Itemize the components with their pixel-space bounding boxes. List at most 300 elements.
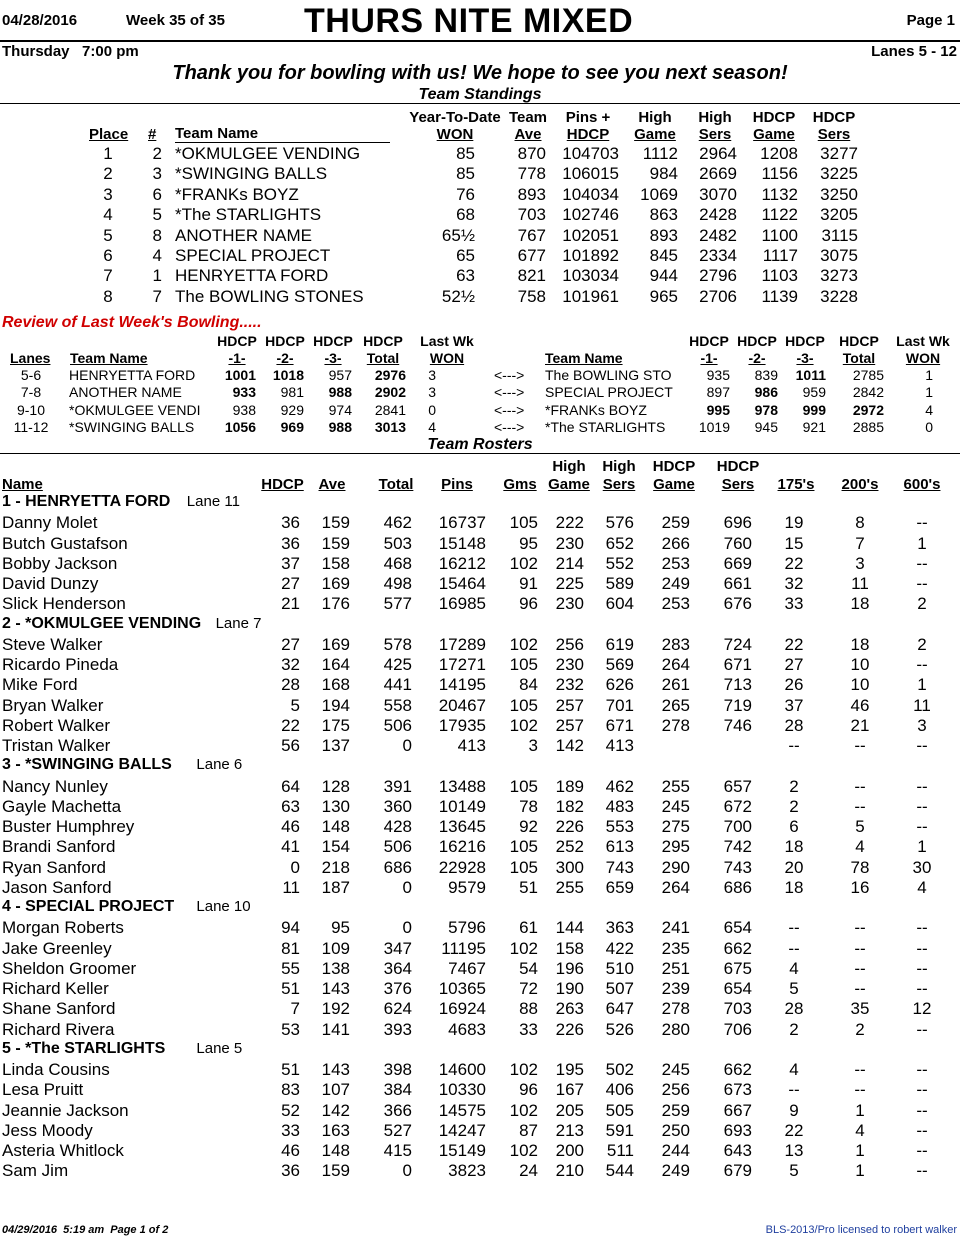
roster-col-gms: Gms bbox=[503, 476, 537, 493]
player-stat: 250 bbox=[661, 1120, 690, 1140]
col-high-game-line2: Game bbox=[634, 126, 676, 143]
player-stat: 647 bbox=[605, 999, 634, 1019]
player-stat: 14600 bbox=[438, 1060, 486, 1079]
review-col-hdcp-total bbox=[358, 333, 408, 367]
standings-cell-ave: 767 bbox=[517, 225, 546, 245]
player-stat: -- bbox=[788, 938, 800, 958]
standings-cell-pins: 103034 bbox=[562, 266, 619, 286]
player-stat: 51 bbox=[281, 1060, 300, 1079]
player-stat: 363 bbox=[605, 918, 634, 938]
player-stat: 391 bbox=[383, 776, 412, 796]
standings-cell-place: 5 bbox=[103, 225, 113, 245]
review-won-b: 1 bbox=[925, 384, 933, 401]
standings-cell-num: 1 bbox=[152, 266, 162, 286]
player-stat: 544 bbox=[605, 1161, 634, 1181]
player-stat: 413 bbox=[457, 736, 486, 755]
player-name: Brandi Sanford bbox=[2, 837, 116, 857]
player-stat: 159 bbox=[321, 533, 350, 553]
review-score-a: 933 bbox=[232, 384, 256, 401]
player-stat: 141 bbox=[321, 1019, 350, 1039]
lanes-range: Lanes 5 - 12 bbox=[871, 43, 957, 60]
player-stat: 249 bbox=[661, 1161, 690, 1181]
roster-team-lane: Lane 11 bbox=[186, 493, 240, 510]
player-stat: 107 bbox=[321, 1080, 350, 1100]
review-score-a: 974 bbox=[328, 401, 352, 418]
player-stat: 11 bbox=[282, 877, 300, 897]
player-name: Tristan Walker bbox=[2, 736, 111, 755]
review-score-b: 995 bbox=[706, 401, 730, 418]
player-stat: 657 bbox=[723, 776, 752, 796]
player-stat: 14195 bbox=[438, 675, 486, 695]
player-stat: 719 bbox=[723, 695, 752, 715]
player-stat: 18 bbox=[784, 877, 804, 897]
player-stat: -- bbox=[916, 776, 928, 796]
standings-cell-num: 3 bbox=[152, 164, 162, 184]
rosters-title: Team Rosters bbox=[427, 436, 533, 453]
player-stat: 92 bbox=[519, 817, 538, 836]
player-name: Lesa Pruitt bbox=[2, 1080, 84, 1100]
review-col-hdcp-label: HDCP bbox=[737, 333, 777, 349]
col-pins-hdcp-line1: Pins + bbox=[565, 109, 611, 126]
review-score-a: 938 bbox=[232, 401, 256, 418]
player-stat: 61 bbox=[519, 918, 538, 938]
player-stat: 143 bbox=[321, 979, 350, 998]
player-stat: 9579 bbox=[448, 877, 486, 897]
standings-row bbox=[0, 226, 960, 246]
review-col-lastwk bbox=[414, 333, 480, 367]
roster-player-row bbox=[0, 817, 960, 837]
player-stat: 261 bbox=[661, 675, 690, 695]
player-stat: 20 bbox=[784, 857, 804, 877]
standings-cell-won: 65 bbox=[456, 246, 475, 265]
player-stat: 742 bbox=[723, 837, 752, 857]
player-stat: 230 bbox=[555, 594, 584, 614]
player-stat: 143 bbox=[321, 1060, 350, 1079]
review-score-b: 2785 bbox=[852, 367, 884, 383]
roster-col-line2: Sers bbox=[602, 476, 636, 493]
review-team-a: HENRYETTA FORD bbox=[69, 367, 196, 383]
review-vs-arrow: <---> bbox=[494, 418, 525, 435]
player-stat: 168 bbox=[321, 675, 350, 695]
roster-player-row bbox=[0, 534, 960, 554]
player-stat: 696 bbox=[723, 513, 752, 533]
player-stat: 1 bbox=[855, 1100, 865, 1120]
player-stat: 1 bbox=[855, 1161, 865, 1181]
standings-row bbox=[0, 287, 960, 307]
roster-team-lane: Lane 6 bbox=[196, 756, 243, 774]
player-stat: 213 bbox=[555, 1120, 584, 1140]
player-stat: 6 bbox=[789, 817, 799, 836]
roster-team-title: 3 - *SWINGING BALLS bbox=[2, 756, 172, 774]
player-stat: 686 bbox=[383, 857, 412, 877]
player-stat: 264 bbox=[661, 877, 690, 897]
player-stat: 384 bbox=[383, 1080, 412, 1100]
player-stat: 36 bbox=[281, 513, 300, 533]
player-stat: 0 bbox=[402, 736, 412, 755]
review-team-a: *OKMULGEE VENDI bbox=[69, 401, 201, 418]
player-stat: 16 bbox=[850, 877, 870, 897]
player-stat: 5 bbox=[789, 1161, 799, 1181]
roster-team-lane: Lane 7 bbox=[215, 614, 262, 632]
player-stat: 24 bbox=[519, 1161, 538, 1181]
roster-player-row bbox=[0, 635, 960, 655]
player-name: David Dunzy bbox=[2, 574, 99, 593]
player-name: Linda Cousins bbox=[2, 1060, 110, 1079]
review-won-a: 0 bbox=[428, 401, 436, 418]
report-date: 04/28/2016 bbox=[2, 12, 78, 29]
player-stat: 22 bbox=[281, 715, 300, 735]
standings-cell-won: 65½ bbox=[441, 225, 475, 245]
player-stat: 1 bbox=[855, 1141, 865, 1160]
review-col-hdcp-label: HDCP bbox=[265, 333, 305, 349]
player-stat: 5 bbox=[789, 979, 799, 998]
player-stat: 511 bbox=[606, 1141, 634, 1160]
player-name: Sam Jim bbox=[2, 1161, 69, 1181]
player-stat: 190 bbox=[555, 979, 584, 998]
player-stat: 102 bbox=[509, 715, 538, 735]
player-name: Robert Walker bbox=[2, 715, 111, 735]
player-stat: 52 bbox=[281, 1100, 300, 1120]
player-stat: 18 bbox=[850, 634, 870, 654]
review-score-a: 1001 bbox=[224, 367, 256, 383]
col-pins-hdcp bbox=[558, 109, 618, 143]
player-stat: 295 bbox=[661, 837, 690, 857]
review-score-b: 935 bbox=[706, 367, 730, 383]
player-name: Jake Greenley bbox=[2, 938, 112, 958]
player-stat: 12 bbox=[912, 999, 932, 1019]
player-stat: 130 bbox=[321, 796, 350, 816]
player-stat: -- bbox=[854, 1060, 866, 1079]
player-stat: -- bbox=[916, 958, 928, 978]
player-stat: 244 bbox=[661, 1141, 690, 1160]
player-name: Bobby Jackson bbox=[2, 553, 118, 573]
player-stat: 63 bbox=[281, 796, 300, 816]
player-stat: 413 bbox=[605, 736, 634, 755]
player-stat: 462 bbox=[605, 776, 634, 796]
player-stat: 182 bbox=[555, 796, 584, 816]
player-stat: 102 bbox=[509, 938, 538, 958]
standings-cell-hg: 1069 bbox=[640, 184, 678, 204]
player-stat: 686 bbox=[723, 877, 752, 897]
review-score-a: 1056 bbox=[224, 418, 256, 435]
standings-cell-name: SPECIAL PROJECT bbox=[175, 246, 331, 265]
standings-cell-hds: 3273 bbox=[820, 266, 858, 286]
standings-cell-hs: 2482 bbox=[699, 225, 737, 245]
standings-cell-ave: 821 bbox=[517, 266, 546, 286]
review-score-a: 981 bbox=[280, 384, 304, 401]
player-stat: 15148 bbox=[438, 533, 486, 553]
player-stat: 20467 bbox=[438, 695, 486, 715]
player-stat: 144 bbox=[555, 918, 584, 938]
standings-cell-name: *SWINGING BALLS bbox=[175, 164, 328, 184]
standings-row bbox=[0, 205, 960, 225]
player-stat: 19 bbox=[784, 513, 804, 533]
player-stat: -- bbox=[916, 1141, 928, 1160]
player-stat: 210 bbox=[555, 1161, 584, 1181]
player-stat: 10 bbox=[850, 675, 870, 695]
roster-player-row bbox=[0, 1161, 960, 1181]
player-stat: 128 bbox=[321, 776, 350, 796]
standings-cell-hdg: 1122 bbox=[761, 205, 798, 225]
roster-player-row bbox=[0, 858, 960, 878]
standings-cell-won: 76 bbox=[456, 184, 475, 204]
col-hdcp-sers-line1: HDCP bbox=[812, 109, 856, 126]
roster-team-lane: Lane 5 bbox=[196, 1039, 243, 1057]
col-hdcp-game-line1: HDCP bbox=[752, 109, 796, 126]
player-stat: 230 bbox=[555, 533, 584, 553]
player-stat: 51 bbox=[281, 979, 300, 998]
player-stat: -- bbox=[788, 918, 800, 938]
player-stat: 28 bbox=[784, 999, 804, 1019]
player-stat: 37 bbox=[281, 553, 300, 573]
player-stat: -- bbox=[916, 979, 928, 998]
player-name: Nancy Nunley bbox=[2, 776, 108, 796]
player-stat: -- bbox=[854, 736, 866, 755]
player-stat: 17271 bbox=[438, 655, 486, 674]
player-stat: 105 bbox=[509, 513, 538, 533]
player-stat: 283 bbox=[661, 634, 690, 654]
player-stat: 88 bbox=[519, 999, 538, 1019]
player-stat: 591 bbox=[605, 1120, 634, 1140]
player-stat: 18 bbox=[850, 594, 870, 614]
roster-col-name: Name bbox=[2, 476, 43, 493]
player-stat: 158 bbox=[321, 553, 350, 573]
player-stat: 46 bbox=[850, 695, 870, 715]
player-stat: -- bbox=[916, 1060, 928, 1079]
roster-player-row bbox=[0, 513, 960, 533]
player-stat: 662 bbox=[723, 938, 752, 958]
col-team-ave bbox=[506, 109, 550, 143]
player-stat: 225 bbox=[555, 574, 584, 593]
player-stat: 746 bbox=[723, 715, 752, 735]
player-stat: 2 bbox=[789, 776, 799, 796]
roster-player-row bbox=[0, 837, 960, 857]
player-stat: 239 bbox=[661, 979, 690, 998]
player-stat: 713 bbox=[723, 675, 752, 695]
standings-cell-hg: 984 bbox=[649, 164, 678, 184]
review-team-a: ANOTHER NAME bbox=[69, 384, 182, 401]
player-stat: 743 bbox=[605, 857, 634, 877]
player-stat: 16216 bbox=[438, 837, 486, 857]
season-message: Thank you for bowling with us! We hope to see you next season! bbox=[172, 62, 788, 84]
player-stat: 0 bbox=[402, 1161, 412, 1181]
roster-player-row bbox=[0, 979, 960, 999]
player-stat: 252 bbox=[555, 837, 584, 857]
roster-col-high_game bbox=[546, 458, 592, 494]
player-stat: 527 bbox=[383, 1120, 412, 1140]
roster-player-row bbox=[0, 777, 960, 797]
review-team-a: *SWINGING BALLS bbox=[69, 418, 195, 435]
player-stat: -- bbox=[916, 553, 928, 573]
player-stat: 1 bbox=[917, 675, 927, 695]
player-stat: 503 bbox=[383, 533, 412, 553]
player-stat: 9 bbox=[789, 1100, 799, 1120]
player-stat: 693 bbox=[723, 1120, 752, 1140]
review-vs-arrow: <---> bbox=[494, 401, 525, 418]
player-stat: 27 bbox=[784, 655, 804, 674]
player-stat: 676 bbox=[723, 594, 752, 614]
player-stat: 462 bbox=[383, 513, 412, 533]
standings-row bbox=[0, 246, 960, 266]
standings-cell-hg: 845 bbox=[649, 246, 678, 265]
roster-col-c175: 175's bbox=[777, 476, 815, 493]
col-num: # bbox=[148, 126, 157, 143]
col-hdcp-sers-line2: Sers bbox=[817, 126, 851, 143]
standings-cell-name: *OKMULGEE VENDING bbox=[175, 144, 361, 163]
player-stat: 245 bbox=[661, 796, 690, 816]
col-team-ave-line1: Team bbox=[508, 109, 548, 126]
review-score-a: 1018 bbox=[272, 367, 304, 383]
standings-cell-hs: 3070 bbox=[699, 184, 737, 204]
rosters-rule bbox=[0, 453, 960, 454]
player-stat: 105 bbox=[509, 695, 538, 715]
player-stat: 425 bbox=[383, 655, 412, 674]
standings-cell-place: 4 bbox=[103, 205, 113, 225]
review-col-lastwk-2 bbox=[890, 333, 956, 367]
player-name: Gayle Machetta bbox=[2, 796, 122, 816]
review-score-a: 929 bbox=[280, 401, 304, 418]
player-stat: 41 bbox=[281, 837, 300, 857]
col-team-ave-line2: Ave bbox=[514, 126, 542, 143]
player-stat: 28 bbox=[281, 675, 300, 695]
player-stat: 5 bbox=[290, 695, 300, 715]
roster-player-row bbox=[0, 716, 960, 736]
player-stat: 13488 bbox=[438, 776, 486, 796]
roster-team-header bbox=[0, 493, 960, 513]
review-score-b: 999 bbox=[802, 401, 826, 418]
player-stat: -- bbox=[854, 918, 866, 938]
standings-cell-hg: 863 bbox=[649, 205, 678, 225]
player-stat: 266 bbox=[661, 533, 690, 553]
player-stat: 102 bbox=[509, 634, 538, 654]
standings-cell-name: *The STARLIGHTS bbox=[175, 205, 322, 225]
player-stat: 226 bbox=[555, 1019, 584, 1039]
player-stat: 27 bbox=[281, 634, 300, 654]
standings-cell-name: ANOTHER NAME bbox=[175, 225, 312, 245]
player-stat: 671 bbox=[723, 655, 752, 674]
review-col-lastwk-line2: WON bbox=[905, 350, 941, 366]
review-col-hdcp-total-2 bbox=[834, 333, 884, 367]
player-stat: 105 bbox=[509, 837, 538, 857]
player-name: Ricardo Pineda bbox=[2, 655, 119, 674]
standings-cell-num: 2 bbox=[152, 144, 162, 163]
roster-player-row bbox=[0, 594, 960, 614]
roster-col-line2: Sers bbox=[721, 476, 755, 493]
player-stat: 148 bbox=[321, 1141, 350, 1160]
player-stat: 13645 bbox=[438, 817, 486, 836]
report-week: Week 35 of 35 bbox=[126, 12, 225, 29]
player-stat: -- bbox=[916, 918, 928, 938]
player-stat: 290 bbox=[661, 857, 690, 877]
roster-col-hdcp: HDCP bbox=[261, 476, 304, 493]
standings-cell-hds: 3205 bbox=[820, 205, 858, 225]
review-lanes: 5-6 bbox=[20, 367, 42, 383]
player-stat: 53 bbox=[281, 1019, 300, 1039]
player-stat: 16737 bbox=[438, 513, 486, 533]
standings-cell-place: 2 bbox=[103, 164, 113, 184]
review-col-lanes: Lanes bbox=[10, 350, 51, 366]
review-col-g1-label: -1- bbox=[700, 350, 718, 366]
player-name: Ryan Sanford bbox=[2, 857, 106, 877]
player-stat: 4683 bbox=[448, 1019, 486, 1039]
standings-cell-hdg: 1132 bbox=[761, 184, 798, 204]
player-stat: -- bbox=[916, 1100, 928, 1120]
review-col-hdcp-label: HDCP bbox=[313, 333, 353, 349]
standings-cell-hds: 3228 bbox=[820, 286, 858, 306]
player-stat: 7 bbox=[290, 999, 300, 1019]
roster-player-row bbox=[0, 696, 960, 716]
player-stat: 526 bbox=[605, 1019, 634, 1039]
player-stat: 169 bbox=[321, 634, 350, 654]
player-stat: 109 bbox=[321, 938, 350, 958]
player-stat: 507 bbox=[605, 979, 634, 998]
roster-player-row bbox=[0, 736, 960, 756]
review-col-hdcp-g1-2 bbox=[684, 333, 734, 367]
standings-cell-hg: 965 bbox=[649, 286, 678, 306]
standings-cell-hds: 3075 bbox=[820, 246, 858, 265]
player-stat: 703 bbox=[723, 999, 752, 1019]
footer-license: BLS-2013/Pro licensed to robert walker bbox=[765, 1224, 957, 1236]
player-stat: 30 bbox=[912, 857, 932, 877]
roster-player-row bbox=[0, 999, 960, 1019]
roster-player-row bbox=[0, 918, 960, 938]
player-stat: 11 bbox=[851, 574, 869, 593]
player-stat: 3823 bbox=[448, 1161, 486, 1181]
player-stat: 669 bbox=[723, 553, 752, 573]
player-stat: -- bbox=[854, 938, 866, 958]
standings-cell-hdg: 1100 bbox=[761, 225, 798, 245]
player-stat: 21 bbox=[850, 715, 870, 735]
player-stat: 654 bbox=[723, 918, 752, 938]
player-stat: 506 bbox=[383, 837, 412, 857]
standings-cell-hg: 893 bbox=[649, 225, 678, 245]
player-stat: 667 bbox=[723, 1100, 752, 1120]
player-stat: 700 bbox=[723, 817, 752, 836]
player-stat: 142 bbox=[555, 736, 584, 755]
roster-col-hdcp_sers bbox=[714, 458, 762, 494]
review-score-a: 3013 bbox=[374, 418, 406, 435]
player-stat: 4 bbox=[917, 877, 927, 897]
review-team-b: *The STARLIGHTS bbox=[545, 418, 666, 435]
player-stat: 671 bbox=[605, 715, 634, 735]
player-stat: 26 bbox=[784, 675, 804, 695]
standings-cell-hds: 3225 bbox=[820, 164, 858, 184]
player-stat: 4 bbox=[855, 837, 865, 857]
player-stat: 16924 bbox=[438, 999, 486, 1019]
review-col-team-name: Team Name bbox=[70, 350, 148, 366]
player-stat: 35 bbox=[850, 999, 870, 1019]
player-stat: 659 bbox=[605, 877, 634, 897]
player-stat: 78 bbox=[850, 857, 870, 877]
player-stat: 256 bbox=[555, 634, 584, 654]
review-col-lastwk-line1: Last Wk bbox=[420, 333, 474, 349]
player-stat: 257 bbox=[555, 695, 584, 715]
col-high-game-line1: High bbox=[638, 109, 672, 126]
roster-team-title: 5 - *The STARLIGHTS bbox=[2, 1039, 166, 1057]
roster-col-ave: Ave bbox=[318, 476, 346, 493]
player-stat: 760 bbox=[723, 533, 752, 553]
player-stat: 249 bbox=[661, 574, 690, 593]
review-score-b: 839 bbox=[754, 367, 778, 383]
player-name: Jason Sanford bbox=[2, 877, 112, 897]
standings-cell-won: 52½ bbox=[441, 286, 475, 306]
player-stat: 2 bbox=[917, 594, 927, 614]
review-col-hdcp-g1 bbox=[212, 333, 262, 367]
player-stat: 578 bbox=[383, 634, 412, 654]
review-col-hdcp-label: HDCP bbox=[363, 333, 403, 349]
player-stat: 46 bbox=[281, 1141, 300, 1160]
review-col-g3-label: -3- bbox=[796, 350, 814, 366]
